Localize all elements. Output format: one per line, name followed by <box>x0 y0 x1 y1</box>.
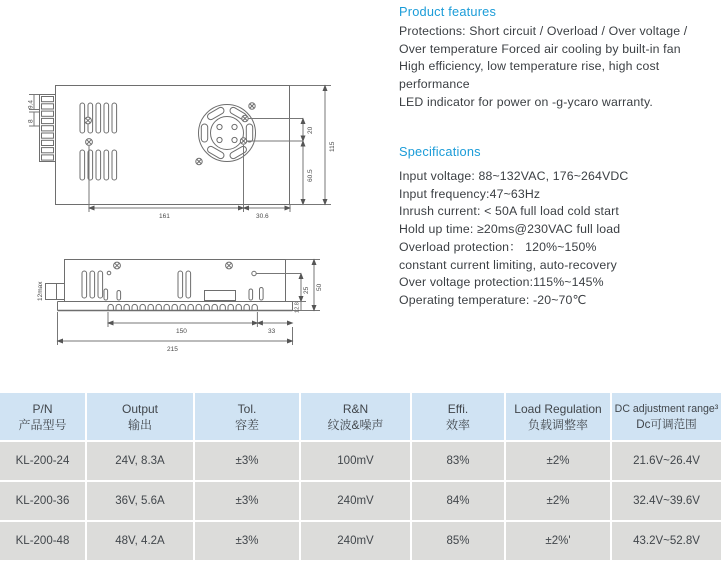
cell-efficiency: 85% <box>412 522 504 560</box>
specifications-text <box>399 168 721 310</box>
cell-pn: KL-200-48 <box>0 522 85 560</box>
base-vent-arches <box>108 304 257 310</box>
feature-line: Protections: Short circuit / Overload / Over voltage / <box>399 24 688 38</box>
cell-dc-range: 21.6V~26.4V <box>612 442 721 480</box>
cell-dc-range: 43.2V~52.8V <box>612 522 721 560</box>
dimension-lines <box>29 86 331 213</box>
specifications-section <box>399 144 721 310</box>
cell-dc-range: 32.4V~39.6V <box>612 482 721 520</box>
cell-efficiency: 83% <box>412 442 504 480</box>
cell-tolerance: ±3% <box>195 482 299 520</box>
cell-load-regulation: ±2% <box>506 442 610 480</box>
column-header-dc-adjustment-range: DC adjustment range³ Dc可调范围 <box>612 393 721 440</box>
dim-label-215: 215 <box>167 346 178 353</box>
feature-line: High efficiency, low temperature rise, high cost <box>399 59 660 74</box>
dim-label-150: 150 <box>176 328 187 335</box>
column-header-output: Output 输出 <box>87 393 193 440</box>
column-header-efficiency: Effi. 效率 <box>412 393 504 440</box>
product-features-text <box>399 23 721 112</box>
feature-line: performance <box>399 77 470 92</box>
feature-line: LED indicator for power on -g-ycaro warranty. <box>399 94 653 109</box>
dim-label-50: 50 <box>316 283 323 291</box>
spec-line: Inrush current: < 50A full load cold start <box>399 204 619 219</box>
dim-label-30-6: 30.6 <box>256 213 269 220</box>
cell-load-regulation: ±2% <box>506 482 610 520</box>
spec-line: Overload protection： 120%~150% <box>399 239 597 254</box>
cell-tolerance: ±3% <box>195 522 299 560</box>
dim-label-161: 161 <box>159 213 170 220</box>
dim-label-20: 20 <box>307 126 314 134</box>
cell-pn: KL-200-24 <box>0 442 85 480</box>
table-row <box>0 522 721 560</box>
table-header-row <box>0 393 721 440</box>
column-header-ripple-noise: R&N 纹波&噪声 <box>301 393 410 440</box>
cell-ripple-noise: 100mV <box>301 442 410 480</box>
column-header-load-regulation: Load Regulation 负载调整率 <box>506 393 610 440</box>
cell-output: 36V, 5.6A <box>87 482 193 520</box>
column-header-pn: P/N 产品型号 <box>0 393 85 440</box>
top-view-drawing <box>28 86 337 221</box>
table-row <box>0 482 721 520</box>
product-features-section <box>399 4 721 112</box>
spec-line: Operating temperature: -20~70℃ <box>399 292 587 307</box>
cell-tolerance: ±3% <box>195 442 299 480</box>
cell-ripple-noise: 240mV <box>301 522 410 560</box>
fan-icon <box>199 105 256 162</box>
dim-label-9-4: 9.4 <box>27 99 35 109</box>
spec-line: constant current limiting, auto-recovery <box>399 257 617 272</box>
cell-efficiency: 84% <box>412 482 504 520</box>
column-header-tolerance: Tol. 容差 <box>195 393 299 440</box>
side-view-drawing <box>37 260 323 354</box>
model-spec-table <box>0 393 721 560</box>
dim-label-12-8: 12.8 <box>294 302 301 313</box>
spec-line: Input voltage: 88~132VAC, 176~264VDC <box>399 169 629 183</box>
dim-label-25: 25 <box>303 286 310 294</box>
label-plate <box>205 291 236 301</box>
specifications-title: Specifications <box>399 144 481 159</box>
feature-line: Over temperature Forced air cooling by built-in fan <box>399 41 681 56</box>
dim-label-12max: 12max <box>37 281 44 301</box>
cell-load-regulation: ±2%' <box>506 522 610 560</box>
spec-line: Hold up time: ≥20ms@230VAC full load <box>399 222 621 237</box>
dim-label-8: 8 <box>27 119 35 123</box>
technical-drawing <box>0 0 395 385</box>
table-row <box>0 442 721 480</box>
cell-ripple-noise: 240mV <box>301 482 410 520</box>
dim-label-33: 33 <box>268 328 276 335</box>
dim-label-115: 115 <box>329 141 336 152</box>
cell-pn: KL-200-36 <box>0 482 85 520</box>
screw-icon <box>107 262 256 276</box>
dim-label-60-5: 60.5 <box>307 169 314 182</box>
spec-line: Over voltage protection:115%~145% <box>399 275 604 290</box>
input-connector-icon <box>46 284 65 300</box>
product-features-title: Product features <box>399 4 497 19</box>
cell-output: 24V, 8.3A <box>87 442 193 480</box>
spec-line: Input frequency:47~63Hz <box>399 186 541 201</box>
cell-output: 48V, 4.2A <box>87 522 193 560</box>
terminal-block-icon <box>40 95 56 162</box>
dimension-lines <box>58 260 321 346</box>
